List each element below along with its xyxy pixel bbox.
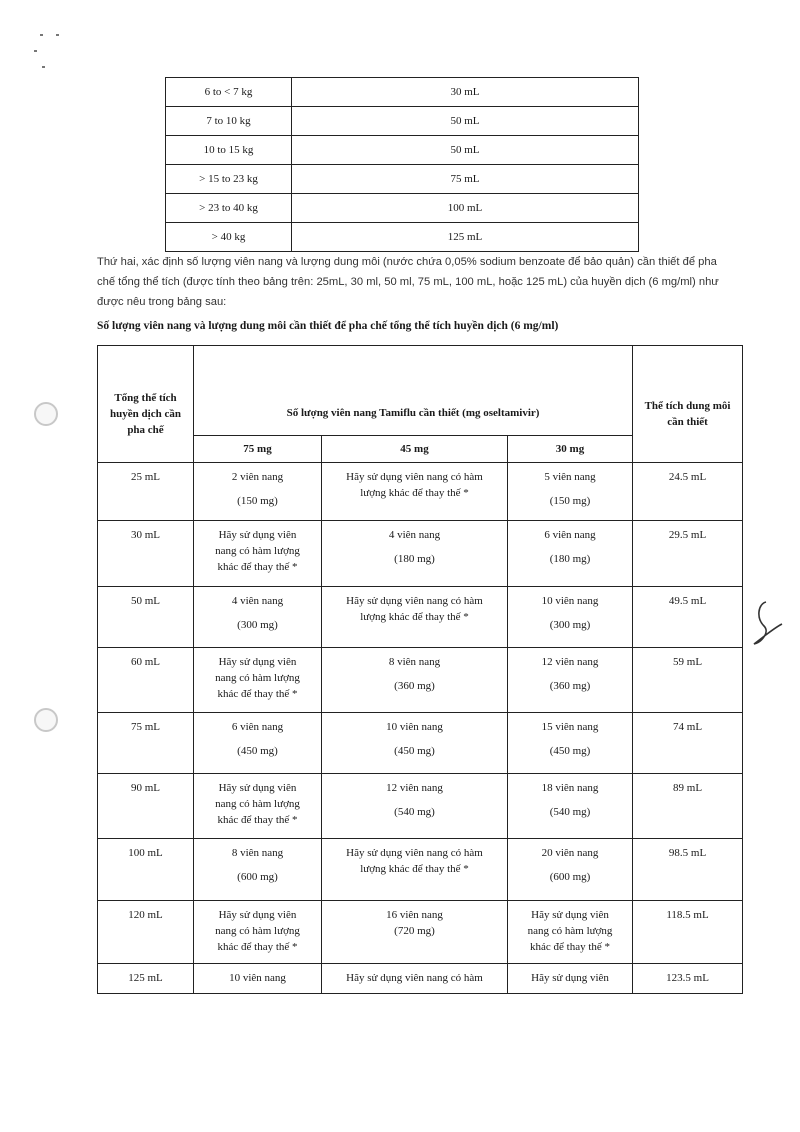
paragraph-line: được nêu trong bảng sau: [97, 296, 227, 308]
cell-75mg: 6 viên nang (450 mg) [194, 713, 322, 774]
scan-speck [56, 34, 59, 36]
cell-30mg: 6 viên nang (180 mg) [508, 521, 633, 587]
volume-cell: 100 mL [292, 194, 639, 223]
cell-45mg: 16 viên nang (720 mg) [322, 901, 508, 964]
paragraph-line: chế tổng thể tích (được tính theo bảng trên: 25mL, 30 ml, 50 ml, 75 mL, 100 mL, hoặc 125 mL) của huyền dịch (6 mg/ml) như [97, 276, 719, 288]
cell-45mg: Hãy sử dụng viên nang có hàm [322, 964, 508, 994]
table-row [166, 78, 639, 107]
cell-30mg: 15 viên nang (450 mg) [508, 713, 633, 774]
cell-75mg: Hãy sử dụng viên nang có hàm lượng khác để thay thế * [194, 521, 322, 587]
instruction-paragraph [97, 252, 742, 312]
solvent-cell: 118.5 mL [633, 901, 743, 964]
cell-75mg: 10 viên nang [194, 964, 322, 994]
weight-cell: 7 to 10 kg [166, 107, 292, 136]
header-solvent-volume: Thể tích dung môi cần thiết [633, 346, 743, 463]
cell-45mg: Hãy sử dụng viên nang có hàm lượng khác để thay thế * [322, 587, 508, 648]
cell-30mg: Hãy sử dụng viên [508, 964, 633, 994]
solvent-cell: 89 mL [633, 774, 743, 839]
cell-45mg: Hãy sử dụng viên nang có hàm lượng khác để thay thế * [322, 463, 508, 521]
cell-75mg: Hãy sử dụng viên nang có hàm lượng khác để thay thế * [194, 774, 322, 839]
table-row [166, 194, 639, 223]
cell-75mg: 4 viên nang (300 mg) [194, 587, 322, 648]
scan-speck [42, 66, 45, 68]
paragraph-line: Thứ hai, xác định số lượng viên nang và lượng dung môi (nước chứa 0,05% sodium benzoate để bảo quản) cần thiết để pha [97, 256, 717, 268]
handwritten-mark [748, 598, 788, 648]
table-row [166, 136, 639, 165]
volume-cell: 75 mL [292, 165, 639, 194]
table-row [166, 165, 639, 194]
weight-cell: 10 to 15 kg [166, 136, 292, 165]
cell-30mg: 18 viên nang (540 mg) [508, 774, 633, 839]
table-row [98, 463, 743, 521]
scan-speck [34, 50, 37, 52]
volume-cell: 30 mL [292, 78, 639, 107]
capsule-solvent-table [97, 345, 743, 994]
volume-cell: 50 mL [292, 136, 639, 165]
table-row [98, 839, 743, 901]
volume-cell: 30 mL [98, 521, 194, 587]
weight-cell: > 40 kg [166, 223, 292, 252]
volume-cell: 50 mL [98, 587, 194, 648]
solvent-cell: 123.5 mL [633, 964, 743, 994]
cell-45mg: 8 viên nang (360 mg) [322, 648, 508, 713]
cell-75mg: 2 viên nang (150 mg) [194, 463, 322, 521]
table-row [166, 223, 639, 252]
cell-30mg: 20 viên nang (600 mg) [508, 839, 633, 901]
cell-45mg: Hãy sử dụng viên nang có hàm lượng khác để thay thế * [322, 839, 508, 901]
table-row [98, 587, 743, 648]
volume-cell: 25 mL [98, 463, 194, 521]
table-row [98, 901, 743, 964]
cell-45mg: 12 viên nang (540 mg) [322, 774, 508, 839]
volume-cell: 125 mL [98, 964, 194, 994]
weight-cell: 6 to < 7 kg [166, 78, 292, 107]
volume-cell: 120 mL [98, 901, 194, 964]
table-row [98, 648, 743, 713]
cell-30mg: 5 viên nang (150 mg) [508, 463, 633, 521]
solvent-cell: 24.5 mL [633, 463, 743, 521]
volume-cell: 60 mL [98, 648, 194, 713]
weight-cell: > 23 to 40 kg [166, 194, 292, 223]
cell-75mg: 8 viên nang (600 mg) [194, 839, 322, 901]
table-row [98, 774, 743, 839]
volume-cell: 90 mL [98, 774, 194, 839]
scan-speck [40, 34, 43, 36]
binder-hole [34, 708, 58, 732]
weight-volume-table [165, 77, 639, 252]
cell-45mg: 10 viên nang (450 mg) [322, 713, 508, 774]
table-row [98, 964, 743, 994]
header-total-volume: Tổng thể tích huyền dịch cần pha chế [98, 346, 194, 463]
cell-30mg: 12 viên nang (360 mg) [508, 648, 633, 713]
cell-75mg: Hãy sử dụng viên nang có hàm lượng khác để thay thế * [194, 648, 322, 713]
volume-cell: 100 mL [98, 839, 194, 901]
solvent-cell: 49.5 mL [633, 587, 743, 648]
table-row [98, 521, 743, 587]
header-75mg: 75 mg [194, 436, 322, 463]
weight-cell: > 15 to 23 kg [166, 165, 292, 194]
header-30mg: 30 mg [508, 436, 633, 463]
solvent-cell: 98.5 mL [633, 839, 743, 901]
solvent-cell: 74 mL [633, 713, 743, 774]
cell-75mg: Hãy sử dụng viên nang có hàm lượng khác để thay thế * [194, 901, 322, 964]
volume-cell: 125 mL [292, 223, 639, 252]
header-capsules-group: Số lượng viên nang Tamiflu cần thiết (mg oseltamivir) [194, 346, 633, 436]
table-row [166, 107, 639, 136]
table-row [98, 713, 743, 774]
volume-cell: 50 mL [292, 107, 639, 136]
cell-30mg: Hãy sử dụng viên nang có hàm lượng khác để thay thế * [508, 901, 633, 964]
solvent-cell: 59 mL [633, 648, 743, 713]
table-caption: Số lượng viên nang và lượng dung môi cần thiết để pha chế tổng thể tích huyền dịch (6 mg/ml) [97, 320, 559, 332]
binder-hole [34, 402, 58, 426]
cell-30mg: 10 viên nang (300 mg) [508, 587, 633, 648]
cell-45mg: 4 viên nang (180 mg) [322, 521, 508, 587]
volume-cell: 75 mL [98, 713, 194, 774]
header-45mg: 45 mg [322, 436, 508, 463]
solvent-cell: 29.5 mL [633, 521, 743, 587]
